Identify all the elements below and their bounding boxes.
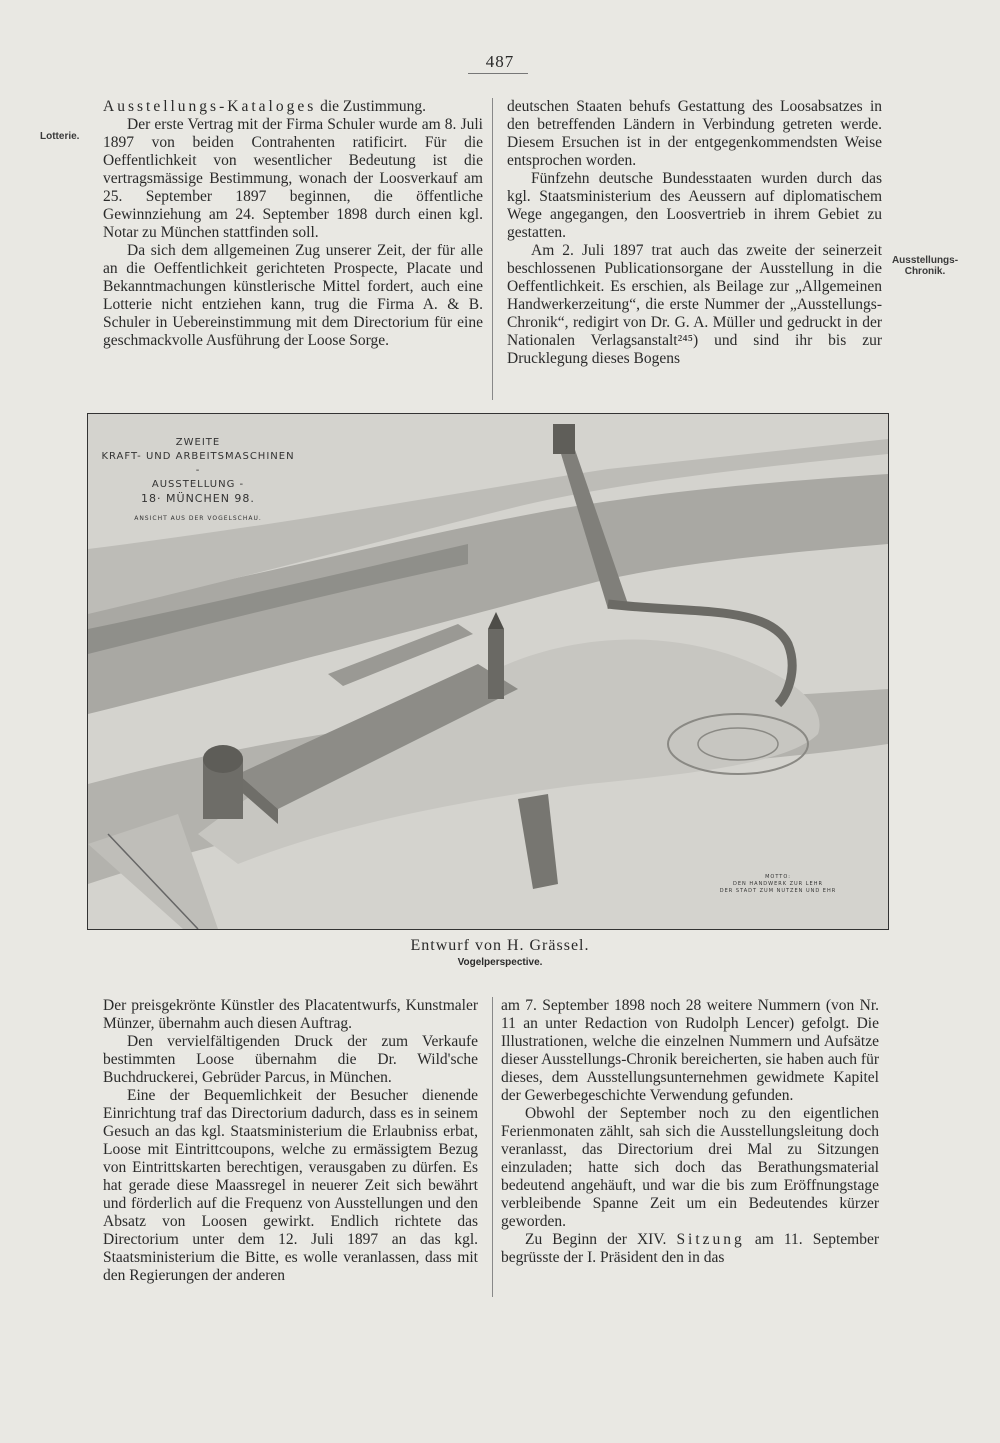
lettering-line-2: KRAFT- UND ARBEITSMASCHINEN - [101,451,295,476]
motto-heading: MOTTO: [765,874,791,880]
bottom-right-column [501,997,879,1267]
bottom-left-column [103,997,478,1285]
margin-note-chronik-line1: Ausstellungs- [891,255,959,266]
column-divider-top [492,98,493,400]
top-left-paragraph-1-rest: die Zustimmung. [316,98,427,115]
margin-note-chronik [889,255,961,277]
column-divider-bottom [492,997,493,1297]
page-number: 487 [485,52,515,71]
bottom-left-paragraph-1: Der preisgekrönte Künstler des Placatentwurfs, Kunstmaler Münzer, übernahm auch diesen Auftrag. [103,997,478,1032]
top-left-paragraph-2: Der erste Vertrag mit der Firma Schuler wurde am 8. Juli 1897 von beiden Contrahenten ratificirt. Für die Oeffentlichkeit von wesentlicher Bedeutung ist die vertragsmässige Bestimmung, wonach der Loosverkauf am 25. September 1897 beginnen, die öffentliche Gewinnziehung am 24. September 1898 durch einen kgl. Notar zu München stattfinden soll. [103,116,483,241]
bottom-right-paragraph-3-end: am 11. September begrüsste der I. Präsident den in das [501,1231,879,1266]
top-right-column [507,98,882,368]
bottom-left-paragraph-3: Eine der Bequemlichkeit der Besucher dienende Einrichtung traf das Directorium dadurch, dass es in seinem Gesuch an das kgl. Staatsministerium die Erlaubniss erbat, Loose mit Eintrittcoupons, welche zu ermässigtem Bezug von Eintrittskarten berechtigen, verausgaben zu dürfen. Es hat gerade diese Maassregel in neuerer Zeit sich bewährt und förderlich auf die Frequenz von Ausstellungen und den Absatz von Loosen gewirkt. Endlich richtete das Directorium unter dem 12. Juli 1897 an das kgl. Staatsministerium die Bitte, es wolle veranlassen, dass mit den Regierungen der anderen [103,1087,478,1284]
top-left-paragraph-3: Da sich dem allgemeinen Zug unserer Zeit, der für alle an die Oeffentlichkeit gerichteten Prospecte, Placate und Bekanntmachungen künstlerische Mittel fordert, auch eine Lotterie nicht entziehen kann, trug die Firma A. & B. Schuler in Uebereinstimmung mit dem Directorium für eine geschmackvolle Ausführung der Loose Sorge. [103,242,483,349]
bottom-right-paragraph-1: am 7. September 1898 noch 28 weitere Nummern (von Nr. 11 an unter Redaction von Rudolph Lencer) gefolgt. Die Illustrationen, welche die einzelnen Nummern und Aufsätze dieser Ausstellungs-Chronik bereicherten, sie haben auch für dieses, dem Ausstellungsunternehmen gewidmete Kapitel der Gewerbegeschichte Verwendung gefunden. [501,997,879,1104]
top-right-paragraph-3: Am 2. Juli 1897 trat auch das zweite der seinerzeit beschlossenen Publicationsorgane der Ausstellung in die Oeffentlichkeit. Es erschien, als Beilage zur „Allgemeinen Handwerkerzeitung“, die erste Nummer der „Ausstellungs-Chronik“, redigirt von Dr. G. A. Müller und gedruckt in der Nationalen Verlagsanstalt²⁴⁵) und sind ihr bis zur Drucklegung dieses Bogens [507,242,882,367]
spaced-term: Ausstellungs-Kataloges [103,98,317,115]
margin-note-chronik-line2: Chronik. [904,266,946,277]
top-left-column [103,98,483,350]
lettering-line-3: AUSSTELLUNG - [151,479,245,490]
motto-line-1: DEN HANDWERK ZUR LEHR [733,881,823,887]
page-number-rule [468,73,528,74]
top-right-paragraph-2: Fünfzehn deutsche Bundesstaaten wurden durch das kgl. Staatsministerium des Aeussern auf diplomatischem Wege angegangen, den Loosvertrieb in ihrem Gebiet zu gestatten. [507,170,882,241]
margin-note-lotterie: Lotterie. [40,131,80,142]
birds-eye-illustration [87,413,889,930]
bottom-right-paragraph-3 [501,1231,879,1267]
illustration-title-lettering [98,436,298,526]
bottom-right-paragraph-3-start: Zu Beginn der XIV. [525,1231,677,1248]
figure-caption-subtitle: Vogelperspective. [457,957,543,968]
top-left-paragraph-1 [103,98,483,116]
lettering-line-5: ANSICHT AUS DER VOGELSCHAU. [134,515,262,522]
lettering-line-4: 18· MÜNCHEN 98. [141,492,255,505]
figure-caption-title: Entwurf von H. Grässel. [410,937,590,954]
lettering-line-1: ZWEITE [175,437,221,448]
spaced-term-sitzung: Sitzung [676,1231,745,1248]
illustration-motto [708,874,848,895]
bottom-right-paragraph-2: Obwohl der September noch zu den eigentlichen Ferienmonaten zählt, sah sich die Ausstellungsleitung doch veranlasst, das Directorium drei Mal zu Sitzungen einzuladen; hatte sich doch das Berathungsmaterial bedeutend angehäuft, und war die bis zum Eröffnungstage verbleibende Spanne Zeit um ein Bedeutendes kürzer geworden. [501,1105,879,1230]
bottom-left-paragraph-2: Den vervielfältigenden Druck der zum Verkaufe bestimmten Loose übernahm die Dr. Wild'sche Buchdruckerei, Gebrüder Parcus, in München. [103,1033,478,1086]
motto-line-2: DER STADT ZUM NUTZEN UND EHR [719,888,837,894]
top-right-paragraph-1: deutschen Staaten behufs Gestattung des Loosabsatzes in den betreffenden Ländern in Verbindung getreten werde. Diesem Ersuchen ist in der entgegenkommendsten Weise entsprochen worden. [507,98,882,169]
